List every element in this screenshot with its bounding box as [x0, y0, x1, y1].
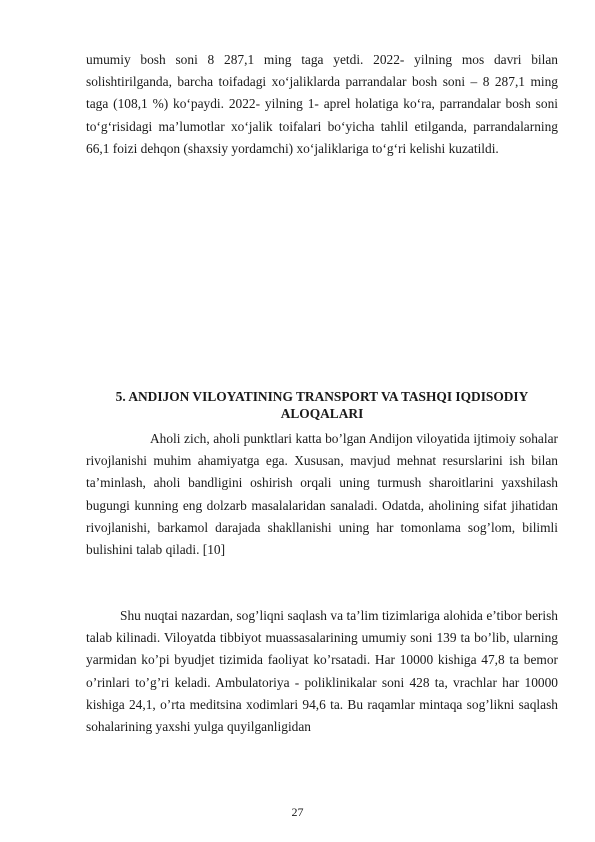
page-number: 27 — [291, 805, 304, 819]
paragraph-poultry-statistics: umumiy bosh soni 8 287,1 ming taga yetdi. 2022- yilning mos davri bilan solishtirilganda, barcha toifadagi xo‘jaliklarda parrandalar bosh soni – 8 287,1 ming taga (108,1 %) ko‘paydi. 2022- yilning 1- aprel holatiga ko‘ra, parrandalar bosh soni to‘g‘risidagi ma’lumotlar xo‘jalik toifalari bo‘yicha tahlil etilganda, parrandalarning 66,1 foizi dehqon (shaxsiy yordamchi) xo‘jaliklariga to‘g‘ri kelishi kuzatildi. — [86, 52, 558, 156]
paragraph-social-sectors: Aholi zich, aholi punktlari katta bo’lgan Andijon viloyatida ijtimoiy sohalar rivojlanishi muhim ahamiyatga ega. Xususan, mavjud mehnat resurslarini ish bilan ta’minlash, aholi bandligini oshirish orqali uning turmush sharoitlarini yaxshilash bugungi kunning eng dolzarb masalalaridan sanaladi. Odatda, aholining sifat jihatidan rivojlanishi, barkamol darajada shakllanishi uning har tomonlama sog’lom, bilimli bulishini talab qiladi. [10] — [86, 431, 558, 558]
paragraph-healthcare: Shu nuqtai nazardan, sog’liqni saqlash va ta’lim tizimlariga alohida e’tibor berish talab kilinadi. Viloyatda tibbiyot muassasalarining umumiy soni 139 ta bo’lib, ularning yarmidan ko’pi byudjet tizimida faoliyat ko’rsatadi. Har 10000 kishiga 47,8 ta bemor o’rinlari to’g’ri keladi. Ambulatoriya - poliklinikalar soni 428 ta, vrachlar har 10000 kishiga 24,1, o’rta meditsina xodimlari 94,6 ta. Bu raqamlar mintaqa sog’likni saqlash sohalarining yaxshi yulga quyilganligidan — [86, 608, 558, 735]
section-heading: 5. ANDIJON VILOYATINING TRANSPORT VA TASHQI IQDISODIY ALOQALARI — [115, 389, 529, 421]
